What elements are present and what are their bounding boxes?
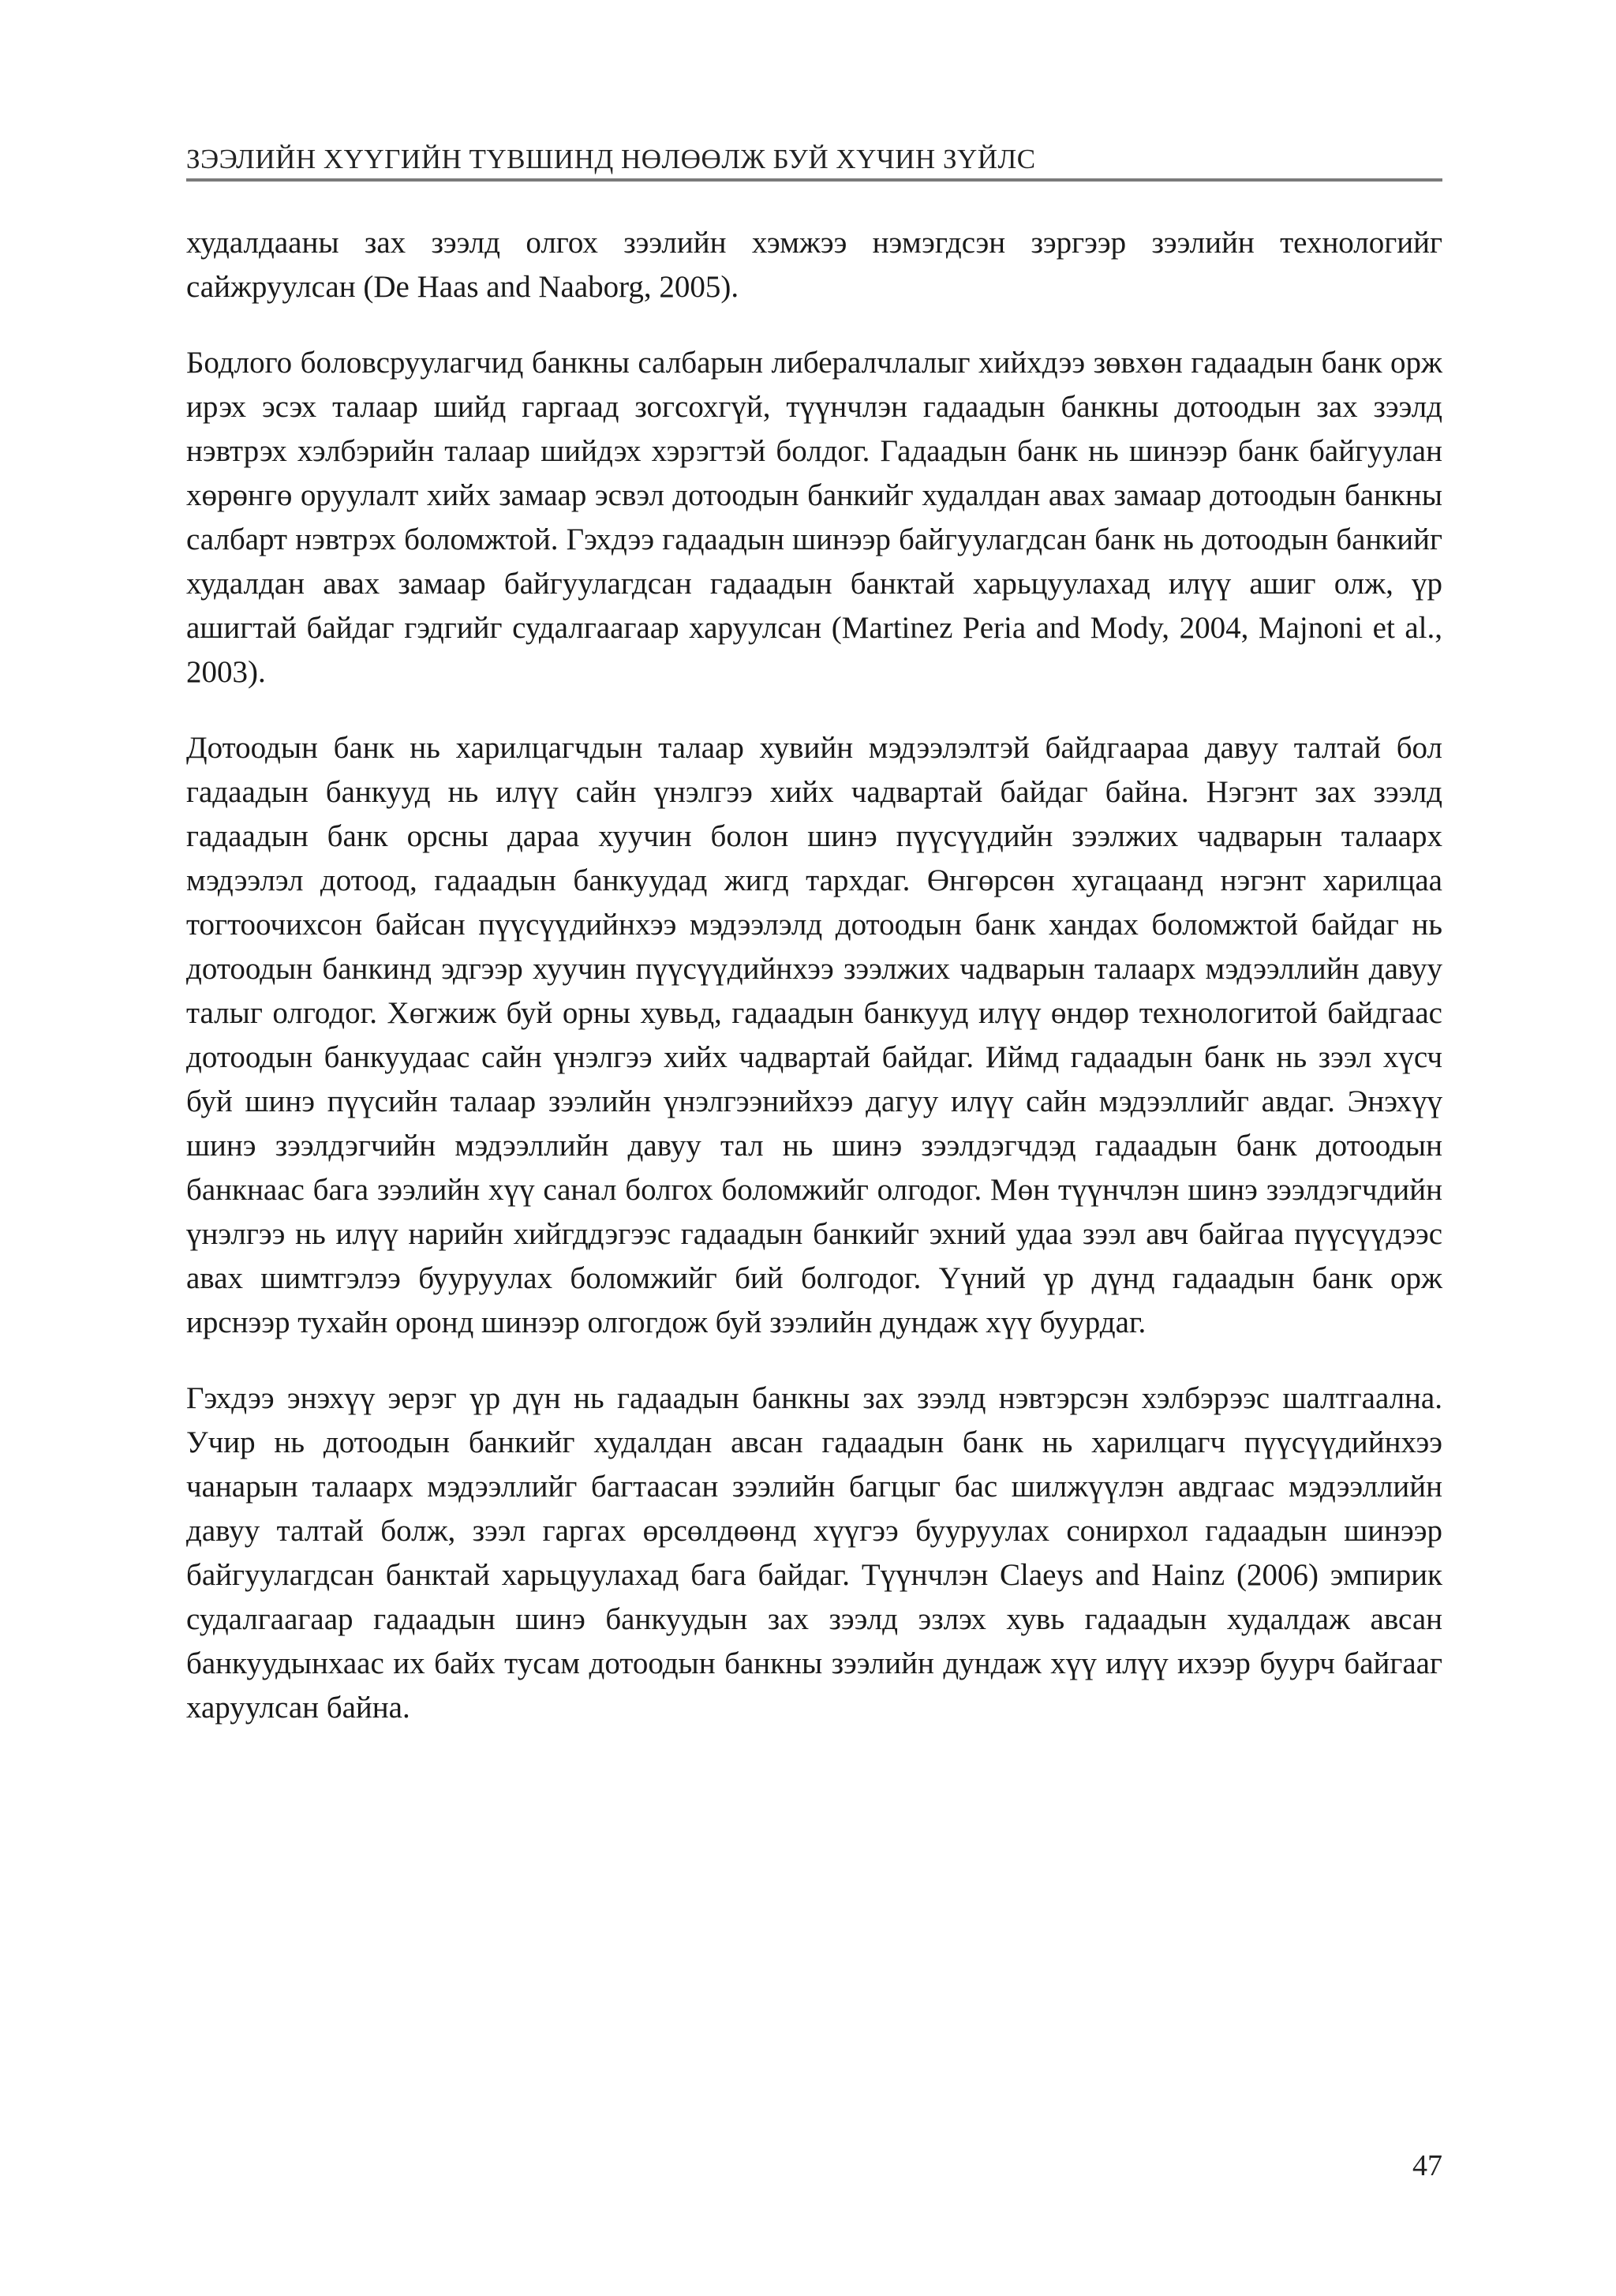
body-text xyxy=(186,221,1442,1762)
paragraph-2: Бодлого боловсруулагчид банкны салбарын либералчлалыг хийхдээ зөвхөн гадаадын банк орж ирэх эсэх талаар шийд гаргаад зогсохгүй, түүнчлэн гадаадын банкны дотоодын зах зээлд нэвтрэх хэлбэрийн талаар шийдэх хэрэгтэй болдог. Гадаадын банк нь шинээр банк байгуулан хөрөнгө оруулалт хийх замаар эсвэл дотоодын банкийг худалдан авах замаар дотоодын банкны салбарт нэвтрэх боломжтой. Гэхдээ гадаадын шинээр байгуулагдсан банк нь дотоодын банкийг худалдан авах замаар байгуулагдсан гадаадын банктай харьцуулахад илүү ашиг олж, үр ашигтай байдаг гэдгийг судалгаагаар харуулсан (Martinez Peria and Mody, 2004, Majnoni et al., 2003). xyxy=(186,346,1442,689)
paragraph-4: Гэхдээ энэхүү эерэг үр дүн нь гадаадын банкны зах зээлд нэвтэрсэн хэлбэрээс шалтгаална. Учир нь дотоодын банкийг худалдан авсан гадаадын банк нь харилцагч пүүсүүдийнхээ чанарын талаарх мэдээллийг багтаасан зээлийн багцыг бас шилжүүлэн авдгаас мэдээллийн давуу талтай болж, зээл гаргах өрсөлдөөнд хүүгээ бууруулах сонирхол гадаадын шинээр байгуулагдсан банктай харьцуулахад бага байдаг. Түүнчлэн Claeys and Hainz (2006) эмпирик судалгаагаар гадаадын шинэ банкуудын зах зээлд эзлэх хувь гадаадын худалдаж авсан банкуудынхаас их байх тусам дотоодын банкны зээлийн дундаж хүү илүү ихээр буурч байгааг харуулсан байна. xyxy=(186,1381,1442,1725)
page-number: 47 xyxy=(1412,2149,1442,2182)
paragraph-1: худалдааны зах зээлд олгох зээлийн хэмжээ нэмэгдсэн зэргээр зээлийн технологийг сайжруулсан (De Haas and Naaborg, 2005). xyxy=(186,226,1442,304)
running-header: ЗЭЭЛИЙН ХҮҮГИЙН ТҮВШИНД НӨЛӨӨЛЖ БУЙ ХҮЧИН ЗҮЙЛС xyxy=(186,144,1036,174)
paragraph-3: Дотоодын банк нь харилцагчдын талаар хувийн мэдээлэлтэй байдгаараа давуу талтай бол гадаадын банкууд нь илүү сайн үнэлгээ хийх чадвартай байдаг байна. Нэгэнт зах зээлд гадаадын банк орсны дараа хуучин болон шинэ пүүсүүдийн зээлжих чадварын талаарх мэдээлэл дотоод, гадаадын банкуудад жигд тархдаг. Өнгөрсөн хугацаанд нэгэнт харилцаа тогтоочихсон байсан пүүсүүдийнхээ мэдээлэлд дотоодын банк хандах боломжтой байдаг нь дотоодын банкинд эдгээр хуучин пүүсүүдийнхээ зээлжих чадварын талаарх мэдээллийн давуу талыг олгодог. Хөгжиж буй орны хувьд, гадаадын банкууд илүү өндөр технологитой байдгаас дотоодын банкуудаас сайн үнэлгээ хийх чадвартай байдаг. Иймд гадаадын банк нь зээл хүсч буй шинэ пүүсийн талаар зээлийн үнэлгээнийхээ дагуу илүү сайн мэдээллийг авдаг. Энэхүү шинэ зээлдэгчийн мэдээллийн давуу тал нь шинэ зээлдэгчдэд гадаадын банк дотоодын банкнаас бага зээлийн хүү санал болгох боломжийг олгодог. Мөн түүнчлэн шинэ зээлдэгчдийн үнэлгээ нь илүү нарийн хийгддэгээс гадаадын банкийг эхний удаа зээл авч байгаа пүүсүүдээс авах шимтгэлээ бууруулах боломжийг бий болгодог. Үүний үр дүнд гадаадын банк орж ирснээр тухайн оронд шинээр олгогдож буй зээлийн дундаж хүү буурдаг. xyxy=(186,731,1442,1339)
header-rule xyxy=(186,178,1442,182)
